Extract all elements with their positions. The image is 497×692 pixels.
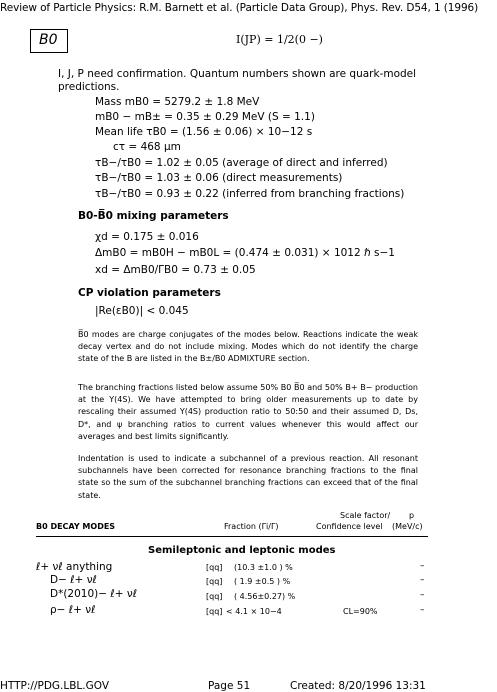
footer-page: Page 51	[208, 680, 251, 692]
chi-d: χd = 0.175 ± 0.016	[95, 231, 199, 243]
decay-mode-fraction: ( 1.9 ±0.5 ) %	[234, 577, 291, 586]
mixing-section-title: B0-B̅0 mixing parameters	[78, 210, 229, 222]
mean-life: Mean life τB0 = (1.56 ± 0.06) × 10−12 s	[95, 126, 313, 138]
particle-name: B0	[39, 32, 58, 48]
mass-difference: mB0 − mB± = 0.35 ± 0.29 MeV (S = 1.1)	[95, 111, 315, 123]
citation-header	[0, 2, 478, 14]
citation-text: Review of Particle Physics: R.M. Barnett et al. (Particle Data Group), Phys. Rev. D54, 1 (1996)	[0, 2, 479, 14]
indentation-paragraph: Indentation is used to indicate a subchannel of a previous reaction. All resonant subchannels have been corrected for resonance branching fractions to the final state so the sum of the subchannel branching fractions can exceed that of the final state.	[78, 454, 418, 500]
decay-mode-name: ℓ+ νℓ anything	[36, 561, 113, 573]
decay-mode-fraction: (10.3 ±1.0 ) %	[234, 563, 293, 572]
momentum-unit-header: (MeV/c)	[392, 522, 423, 531]
decay-mode-tag: [qq]	[206, 607, 223, 616]
footer-url: HTTP://PDG.LBL.GOV	[0, 680, 110, 692]
particle-name-box	[30, 29, 68, 53]
x-d: xd = ΔmB0/ΓB0 = 0.73 ± 0.05	[95, 264, 256, 276]
decay-mode-fraction: ( 4.56±0.27) %	[234, 592, 296, 601]
cp-section-title: CP violation parameters	[78, 287, 221, 299]
decay-mode-name: D*(2010)− ℓ+ νℓ	[50, 588, 138, 600]
lifetime-ratio-inferred: τB−/τB0 = 0.93 ± 0.22 (inferred from branching fractions)	[95, 188, 405, 200]
lifetime-ratio-average: τB−/τB0 = 1.02 ± 0.05 (average of direct and inferred)	[95, 157, 388, 169]
delta-m: ΔmB0 = mB0H − mB0L = (0.474 ± 0.031) × 1012 ℏ s−1	[95, 247, 395, 259]
table-header-rule	[36, 536, 428, 537]
lifetime-ratio-direct: τB−/τB0 = 1.03 ± 0.06 (direct measurements)	[95, 172, 343, 184]
charge-conjugate-paragraph: B̅0 modes are charge conjugates of the modes below. Reactions indicate the weak decay vertex and do not include mixing. Modes which do not identify the charge state of the B are listed in the B±/B0 ADMIXTURE section.	[78, 330, 418, 364]
footer-created: Created: 8/20/1996 13:31	[290, 680, 426, 692]
decay-mode-tag: [qq]	[206, 577, 223, 586]
decay-mode-name: ρ− ℓ+ νℓ	[50, 604, 96, 616]
branching-fraction-paragraph: The branching fractions listed below assume 50% B0 B̅0 and 50% B+ B− production at the Υ(4S). We have attempted to bring older measurements up to date by rescaling their assumed Υ(4S) production ratio to 50:50 and their assumed D, Ds, D*, and ψ branching ratios to current values whenever this would affect our averages and best limits significantly.	[78, 383, 418, 441]
momentum-header: p	[409, 511, 415, 520]
decay-mode-name: D− ℓ+ νℓ	[50, 574, 97, 586]
decay-mode-confidence: CL=90%	[343, 607, 378, 616]
c-tau: cτ = 468 μm	[113, 141, 181, 153]
note-line-2: predictions.	[58, 81, 120, 93]
scale-factor-header: Scale factor/	[340, 511, 391, 520]
decay-mode-momentum: –	[420, 605, 425, 615]
decay-mode-momentum: –	[420, 575, 425, 585]
decay-mode-tag: [qq]	[206, 563, 223, 572]
decay-mode-tag: [qq]	[206, 592, 223, 601]
decay-mode-fraction: < 4.1 × 10−4	[226, 607, 282, 616]
decay-modes-header: B0 DECAY MODES	[36, 522, 116, 531]
decay-mode-momentum: –	[420, 561, 425, 571]
confidence-level-header: Confidence level	[316, 522, 383, 531]
cp-violation-value: |Re(εB0)| < 0.045	[95, 305, 189, 317]
quantum-numbers: I(JP) = 1/2(0 −)	[236, 33, 323, 46]
decay-mode-momentum: –	[420, 590, 425, 600]
note-line-1: I, J, P need confirmation. Quantum numbers shown are quark-model	[58, 68, 417, 80]
semileptonic-group-title: Semileptonic and leptonic modes	[148, 545, 336, 556]
fraction-header: Fraction (Γi/Γ)	[224, 522, 279, 531]
mass-value: Mass mB0 = 5279.2 ± 1.8 MeV	[95, 96, 260, 108]
